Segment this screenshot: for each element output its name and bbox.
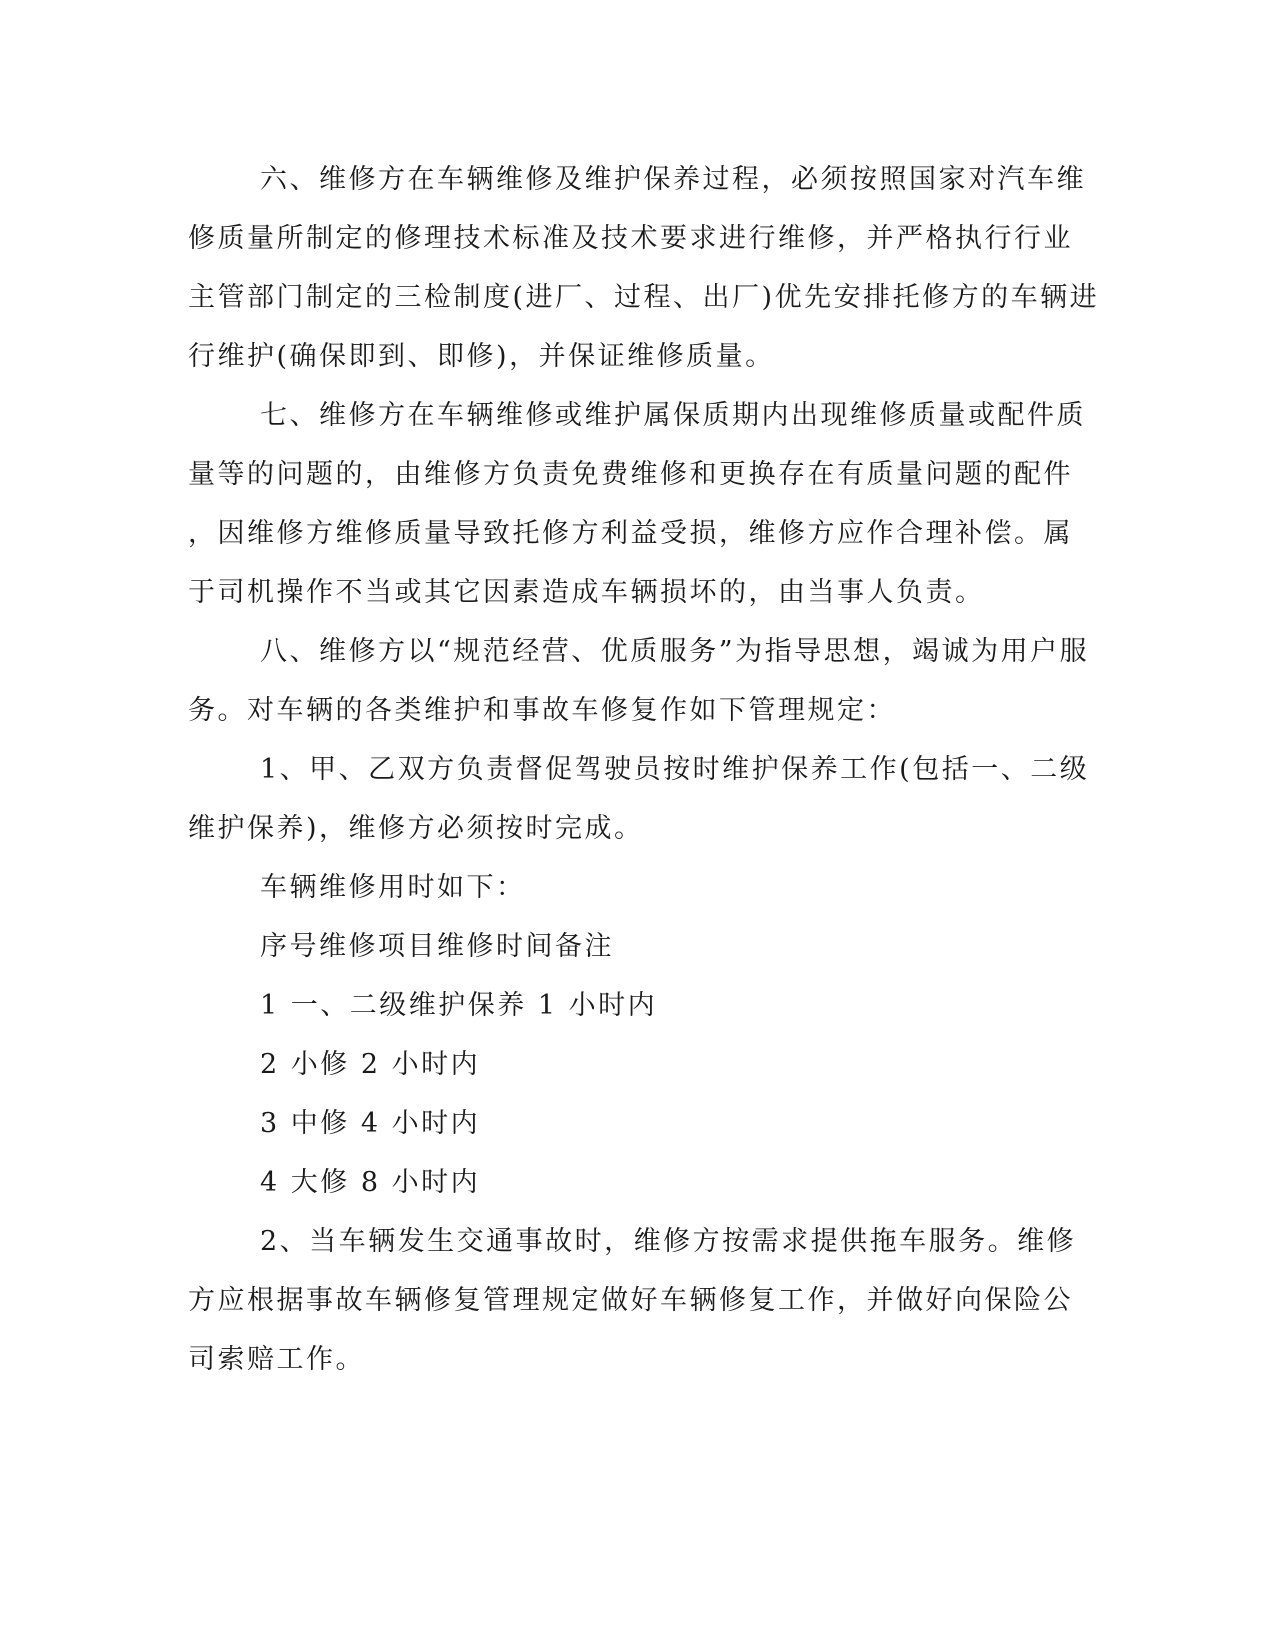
item-1-line-2: 维护保养)，维修方必须按时完成。: [188, 813, 644, 844]
item-2-line-2: 方应根据事故车辆修复管理规定做好车辆修复工作，并做好向保险公: [188, 1285, 1073, 1316]
paragraph-6-line-4: 行维护(确保即到、即修)，并保证维修质量。: [188, 341, 775, 372]
item-2-line-1: 2、当车辆发生交通事故时，维修方按需求提供拖车服务。维修: [260, 1226, 1077, 1257]
repair-table-row: 4 大修 8 小时内: [260, 1167, 481, 1198]
paragraph-6-line-1: 六、维修方在车辆维修及维护保养过程，必须按照国家对汽车维: [260, 164, 1086, 195]
paragraph-7-line-4: 于司机操作不当或其它因素造成车辆损坏的，由当事人负责。: [188, 577, 985, 608]
repair-time-heading: 车辆维修用时如下：: [260, 872, 526, 903]
repair-table-header: 序号维修项目维修时间备注: [260, 931, 614, 962]
paragraph-7-line-2: 量等的问题的，由维修方负责免费维修和更换存在有质量问题的配件: [188, 459, 1073, 490]
paragraph-6-line-3: 主管部门制定的三检制度(进厂、过程、出厂)优先安排托修方的车辆进: [188, 282, 1100, 313]
paragraph-8-line-2: 务。对车辆的各类维护和事故车修复作如下管理规定：: [188, 695, 896, 726]
paragraph-8-line-1: 八、维修方以“规范经营、优质服务”为指导思想，竭诚为用户服: [260, 636, 1090, 667]
repair-table-row: 2 小修 2 小时内: [260, 1049, 481, 1080]
paragraph-7-line-3: ，因维修方维修质量导致托修方利益受损，维修方应作合理补偿。属: [188, 518, 1073, 549]
paragraph-6-line-2: 修质量所制定的修理技术标准及技术要求进行维修，并严格执行行业: [188, 223, 1073, 254]
item-2-line-3: 司索赔工作。: [188, 1344, 365, 1375]
item-1-line-1: 1、甲、乙双方负责督促驾驶员按时维护保养工作(包括一、二级: [260, 754, 1090, 785]
repair-table-row: 1 一、二级维护保养 1 小时内: [260, 990, 658, 1021]
paragraph-7-line-1: 七、维修方在车辆维修或维护属保质期内出现维修质量或配件质: [260, 400, 1086, 431]
repair-table-row: 3 中修 4 小时内: [260, 1108, 481, 1139]
